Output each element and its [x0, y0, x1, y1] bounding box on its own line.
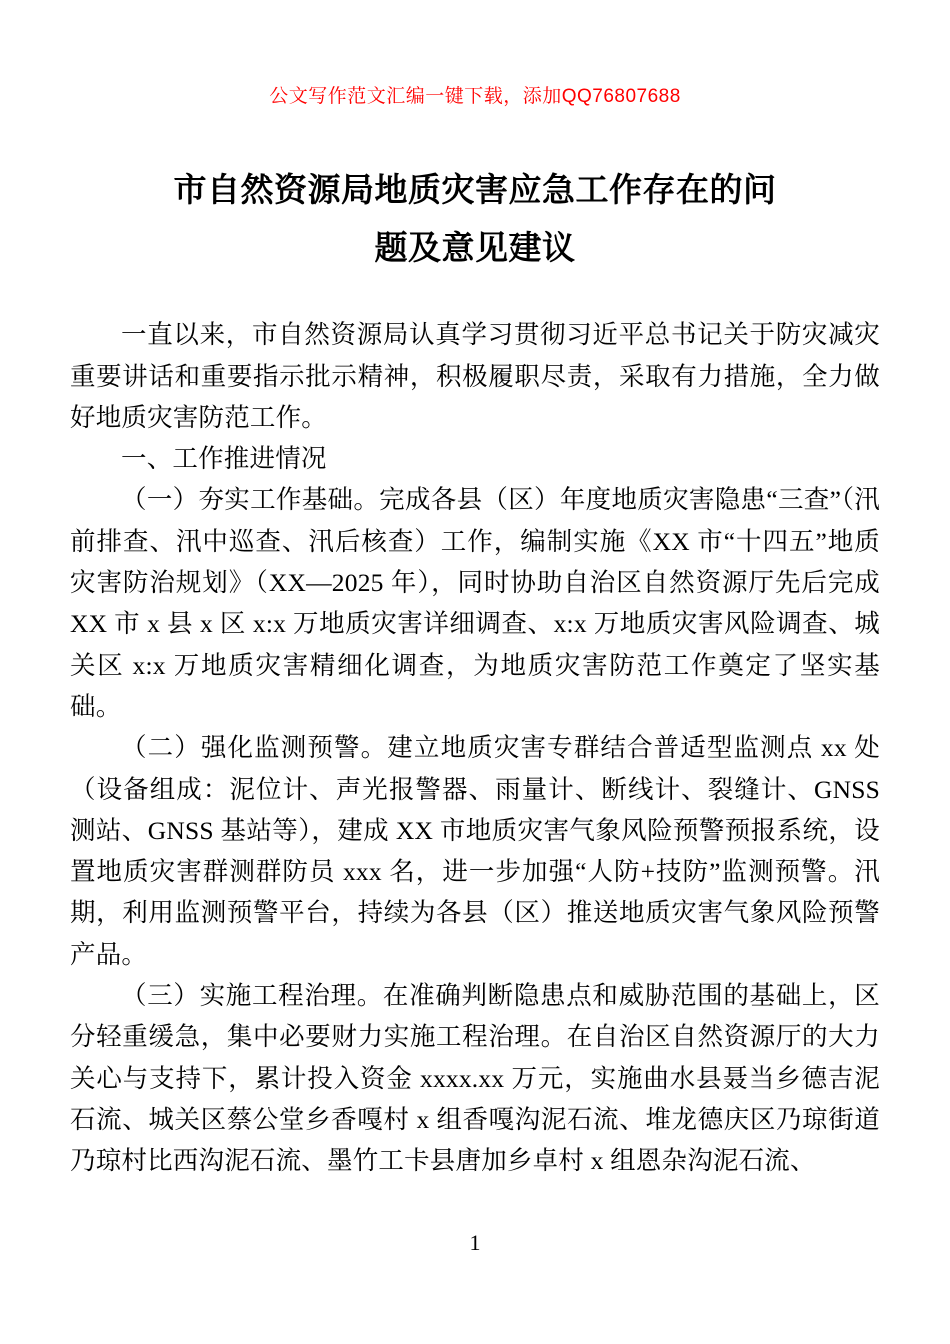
watermark-text: 公文写作范文汇编一键下载，添加QQ76807688	[269, 86, 681, 107]
page-title-line-1: 市自然资源局地质灾害应急工作存在的问	[173, 169, 777, 209]
page-number: 1	[469, 1230, 481, 1255]
paragraph-intro: 一直以来，市自然资源局认真学习贯彻习近平总书记关于防灾减灾重要讲话和重要指示批示精神，积极履职尽责，采取有力措施，全力做好地质灾害防范工作。	[70, 320, 880, 432]
paragraph-item-2: （二）强化监测预警。建立地质灾害专群结合普适型监测点 xx 处（设备组成：泥位计、声光报警器、雨量计、断线计、裂缝计、GNSS 测站、GNSS 基站等），建成 XX 市地质灾害气象风险预警预报系统，设置地质灾害群测群防员 xxx 名，进一步加强“人防+技防”监测预警。汛期，利用监测预警平台，持续为各县（区）推送地质灾害气象风险预警产品。	[70, 733, 880, 969]
page-title	[70, 161, 880, 277]
paragraph-item-3: （三）实施工程治理。在准确判断隐患点和威胁范围的基础上，区分轻重缓急，集中必要财力实施工程治理。在自治区自然资源厅的大力关心与支持下，累计投入资金 xxxx.xx 万元，实施曲水县聂当乡德吉泥石流、城关区蔡公堂乡香嘎村 x 组香嘎沟泥石流、堆龙德庆区乃琼街道乃琼村比西沟泥石流、墨竹工卡县唐加乡卓村 x 组恩杂沟泥石流、	[70, 981, 880, 1176]
document-body	[70, 314, 880, 1181]
page-title-line-2: 题及意见建议	[374, 227, 576, 267]
paragraph-section-1-heading: 一、工作推进情况	[121, 444, 327, 474]
paragraph-item-1: （一）夯实工作基础。完成各县（区）年度地质灾害隐患“三查”（汛前排查、汛中巡查、汛后核查）工作，编制实施《XX 市“十四五”地质灾害防治规划》（XX—2025 年），同时协助自治区自然资源厅先后完成 XX 市 x 县 x 区 x:x 万地质灾害详细调查、x:x 万地质灾害风险调查、城关区 x:x 万地质灾害精细化调查，为地质灾害防范工作奠定了坚实基础。	[70, 485, 880, 721]
